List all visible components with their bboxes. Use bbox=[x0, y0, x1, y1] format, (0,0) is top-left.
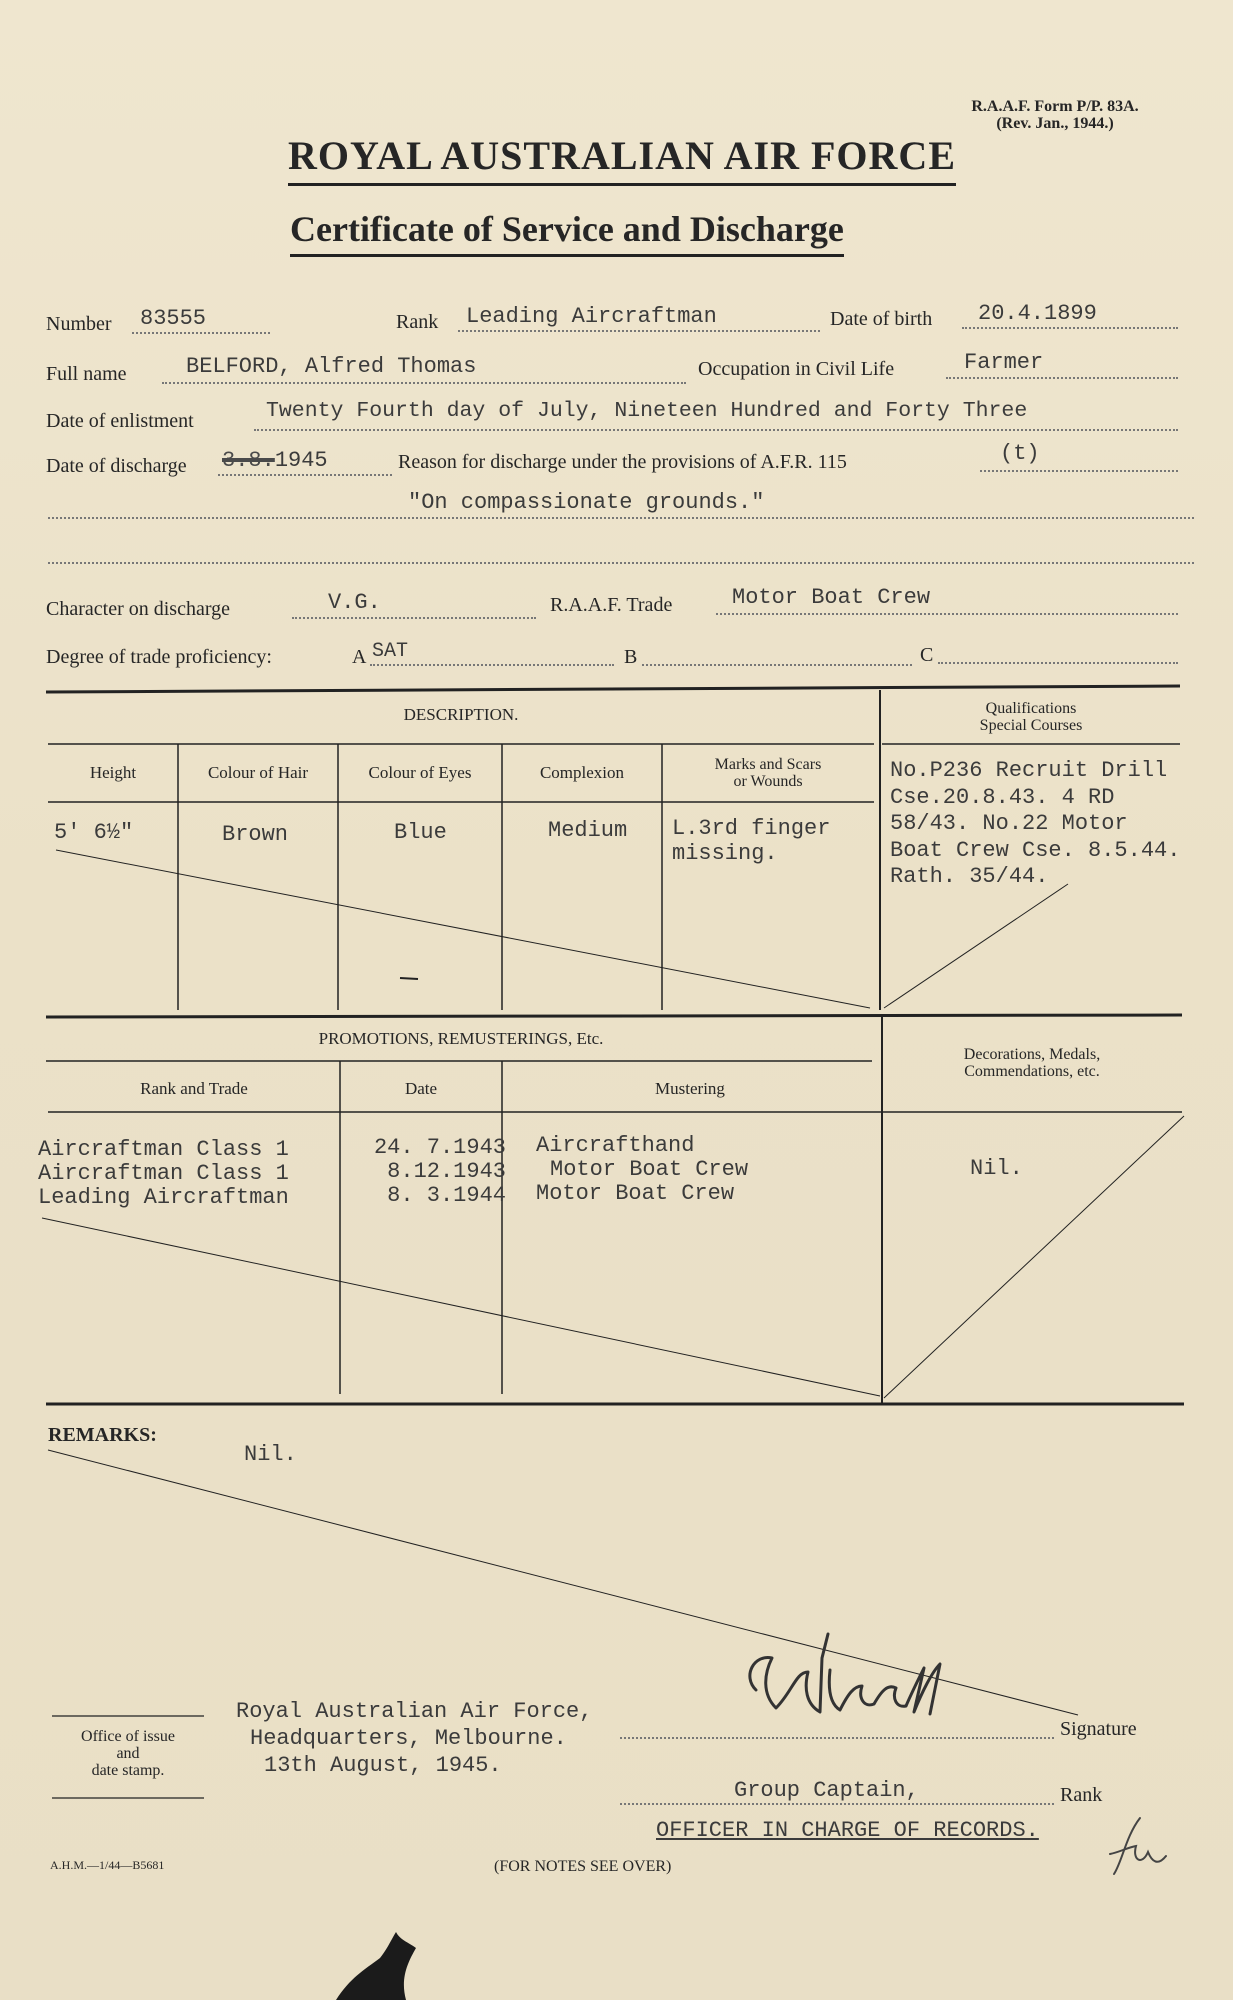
promotion-date: 8.12.1943 bbox=[387, 1159, 506, 1184]
dob-value: 20.4.1899 bbox=[978, 301, 1097, 326]
initials-mark bbox=[1096, 1812, 1186, 1882]
col-height: Height bbox=[89, 763, 137, 782]
character-label: Character on discharge bbox=[46, 598, 230, 620]
issue-line1: Royal Australian Air Force, bbox=[236, 1699, 593, 1724]
reason-label: Reason for discharge under the provisions of A.F.R. 115 bbox=[398, 451, 847, 473]
col-marks-line2: or Wounds bbox=[733, 773, 803, 790]
promotion-rank: Aircraftman Class 1 bbox=[38, 1137, 289, 1162]
discharge-struck-value: 3.8. bbox=[222, 448, 275, 473]
promotion-musterings bbox=[536, 1134, 748, 1206]
promotion-date: 8. 3.1944 bbox=[387, 1183, 506, 1208]
rank-label: Rank bbox=[396, 311, 439, 333]
qualification-line: 58/43. No.22 Motor bbox=[890, 811, 1128, 836]
decorations-value: Nil. bbox=[970, 1156, 1023, 1181]
complexion-value: Medium bbox=[548, 818, 628, 843]
prof-a-label: A bbox=[352, 646, 367, 668]
page-subtitle: Certificate of Service and Discharge bbox=[290, 208, 844, 257]
col-eyes: Colour of Eyes bbox=[368, 763, 472, 782]
promotion-mustering: Aircrafthand bbox=[536, 1133, 695, 1158]
number-label: Number bbox=[46, 313, 112, 335]
decorations-header-line1: Decorations, Medals, bbox=[963, 1046, 1101, 1063]
stamp-label-line3: date stamp. bbox=[91, 1762, 165, 1779]
marks-line2: missing. bbox=[672, 841, 778, 866]
torn-edge bbox=[330, 1918, 420, 2000]
prof-a-value: SAT bbox=[372, 640, 409, 663]
occupation-label: Occupation in Civil Life bbox=[698, 358, 895, 380]
officer-title: OFFICER IN CHARGE OF RECORDS. bbox=[656, 1818, 1039, 1843]
decorations-header-line2: Commendations, etc. bbox=[964, 1063, 1100, 1080]
col-hair: Colour of Hair bbox=[207, 763, 309, 782]
qualification-line: Rath. 35/44. bbox=[890, 864, 1049, 889]
promotion-mustering: Motor Boat Crew bbox=[536, 1181, 735, 1206]
hair-value: Brown bbox=[222, 822, 289, 847]
marks-line1: L.3rd finger bbox=[672, 816, 831, 841]
stamp-label-line2: and bbox=[116, 1745, 140, 1762]
qualification-line: Cse.20.8.43. 4 RD bbox=[890, 784, 1115, 810]
qualifications-header bbox=[882, 700, 1180, 734]
col-complexion: Complexion bbox=[539, 763, 625, 782]
enlistment-label: Date of enlistment bbox=[46, 410, 194, 432]
height-value: 5' 6½" bbox=[54, 820, 134, 845]
dob-label: Date of birth bbox=[830, 308, 933, 330]
form-ref-line2: (Rev. Jan., 1944.) bbox=[996, 115, 1114, 132]
proficiency-label: Degree of trade proficiency: bbox=[46, 646, 272, 668]
qualifications-list bbox=[890, 758, 1180, 891]
rank-signature-value: Group Captain, bbox=[734, 1778, 919, 1803]
enlistment-value: Twenty Fourth day of July, Nineteen Hundred and Forty Three bbox=[266, 399, 1028, 423]
promotion-date: 24. 7.1943 bbox=[373, 1135, 506, 1160]
eyes-value: Blue bbox=[394, 820, 447, 845]
qualifications-header-line1: Qualifications bbox=[985, 700, 1077, 717]
promotion-rank: Aircraftman Class 1 bbox=[38, 1161, 289, 1186]
remarks-value: Nil. bbox=[244, 1442, 297, 1467]
footer-code: A.H.M.—1/44—B5681 bbox=[50, 1858, 165, 1872]
rank-signature-label: Rank bbox=[1060, 1784, 1103, 1806]
promotion-ranks bbox=[38, 1138, 289, 1210]
issue-line2: Headquarters, Melbourne. bbox=[250, 1726, 567, 1751]
trade-value: Motor Boat Crew bbox=[732, 585, 931, 610]
col-date: Date bbox=[404, 1079, 438, 1098]
col-marks-line1: Marks and Scars bbox=[714, 756, 822, 773]
qualifications-header-line2: Special Courses bbox=[979, 717, 1083, 734]
signature-label: Signature bbox=[1060, 1718, 1137, 1740]
prof-c-label: C bbox=[920, 644, 934, 666]
form-ref-line1: R.A.A.F. Form P/P. 83A. bbox=[971, 98, 1139, 115]
rank-value: Leading Aircraftman bbox=[466, 304, 717, 329]
decorations-header bbox=[884, 1046, 1180, 1080]
character-value: V.G. bbox=[328, 590, 381, 615]
prof-b-label: B bbox=[624, 646, 638, 668]
description-header: DESCRIPTION. bbox=[403, 705, 519, 724]
page-title: ROYAL AUSTRALIAN AIR FORCE bbox=[288, 132, 956, 186]
reason-text: "On compassionate grounds." bbox=[408, 490, 765, 515]
qualification-line: No.P236 Recruit Drill bbox=[890, 758, 1168, 783]
promotions-header: PROMOTIONS, REMUSTERINGS, Etc. bbox=[318, 1029, 604, 1048]
footer-notes: (FOR NOTES SEE OVER) bbox=[494, 1858, 672, 1875]
discharge-year: 1945 bbox=[274, 448, 328, 473]
promotion-dates bbox=[350, 1136, 506, 1208]
issue-address bbox=[236, 1698, 592, 1779]
remarks-label: REMARKS: bbox=[48, 1424, 157, 1446]
trade-label: R.A.A.F. Trade bbox=[550, 594, 673, 616]
promotion-rank: Leading Aircraftman bbox=[38, 1185, 289, 1210]
reason-clause: (t) bbox=[1000, 441, 1040, 466]
issue-stamp-label bbox=[52, 1728, 204, 1779]
promotion-mustering: Motor Boat Crew bbox=[550, 1157, 749, 1182]
issue-line3: 13th August, 1945. bbox=[264, 1753, 502, 1778]
qualification-line: Boat Crew Cse. 8.5.44. bbox=[890, 837, 1181, 863]
col-rank-trade: Rank and Trade bbox=[140, 1079, 248, 1098]
fullname-label: Full name bbox=[46, 363, 127, 385]
service-number: 83555 bbox=[140, 306, 207, 331]
discharge-label: Date of discharge bbox=[46, 455, 187, 477]
stamp-label-line1: Office of issue bbox=[81, 1728, 175, 1745]
occupation-value: Farmer bbox=[964, 350, 1044, 375]
col-marks bbox=[662, 756, 874, 790]
col-mustering: Mustering bbox=[655, 1079, 725, 1098]
fullname-value: BELFORD, Alfred Thomas bbox=[186, 354, 477, 379]
marks-value bbox=[672, 816, 830, 866]
officer-signature bbox=[736, 1628, 956, 1738]
